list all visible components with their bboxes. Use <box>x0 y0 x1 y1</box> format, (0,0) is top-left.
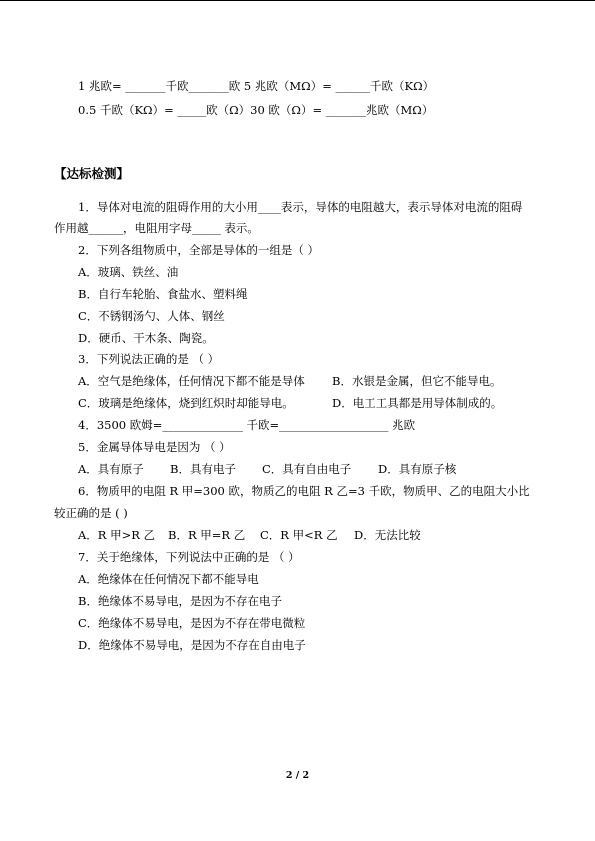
question-6-line-1 <box>0 481 595 501</box>
question-5-option-b-text: B．具有电子 <box>170 462 236 476</box>
question-2-option-b <box>0 284 595 304</box>
question-1-line-2 <box>0 218 595 238</box>
question-4-stem-text: 4．3500 欧姆=______________ 千欧=___________________ 兆欧 <box>78 418 416 432</box>
question-6-option-d-text: D．无法比较 <box>354 528 421 542</box>
question-5-option-c-text: C．具有自由电子 <box>262 462 352 476</box>
question-3-stem <box>0 349 595 369</box>
question-3-option-a-text: A．空气是绝缘体，任何情况下都不能是导体 <box>78 374 305 388</box>
conversion-line-1 <box>0 76 595 96</box>
question-2-stem-text: 2．下列各组物质中，全部是导体的一组是（ ） <box>78 243 319 257</box>
question-2-option-c-text: C．不锈钢汤勺、人体、钢丝 <box>78 309 225 323</box>
question-2-option-a <box>0 262 595 282</box>
question-1-text-2: 作用越______，电阻用字母_____ 表示。 <box>54 221 259 235</box>
question-7-option-c-text: C．绝缘体不易导电，是因为不存在带电微粒 <box>78 616 306 630</box>
question-5-stem <box>0 437 595 457</box>
question-2-option-d-text: D．硬币、干木条、陶瓷。 <box>78 331 214 345</box>
question-6-option-c-text: C．R 甲<R 乙 <box>260 528 338 542</box>
question-6-line-2 <box>0 503 595 523</box>
question-5-stem-text: 5．金属导体导电是因为 （ ） <box>78 440 231 454</box>
question-5-options <box>0 459 595 479</box>
question-7-option-d <box>0 635 595 655</box>
question-2-option-b-text: B．自行车轮胎、食盐水、塑料绳 <box>78 287 248 301</box>
question-5-option-a-text: A．具有原子 <box>78 462 144 476</box>
question-7-option-a <box>0 569 595 589</box>
question-6-text-2: 较正确的是 ( ) <box>54 506 128 520</box>
question-1-line-1 <box>0 197 595 217</box>
question-7-option-d-text: D．绝缘体不易导电，是因为不存在自由电子 <box>78 638 306 652</box>
page-number: 2 / 2 <box>285 770 310 781</box>
question-2-option-a-text: A．玻璃、铁丝、油 <box>78 265 179 279</box>
header-rule <box>0 0 595 1</box>
question-6-options <box>0 525 595 545</box>
question-7-option-b-text: B．绝缘体不易导电，是因为不存在电子 <box>78 594 282 608</box>
question-2-option-d <box>0 328 595 348</box>
question-6-option-a-text: A．R 甲>R 乙 <box>78 528 156 542</box>
question-6-option-b-text: B．R 甲=R 乙 <box>168 528 246 542</box>
question-3-options-ab <box>0 371 595 391</box>
question-7-option-c <box>0 613 595 633</box>
question-7-stem <box>0 547 595 567</box>
question-3-option-b-text: B．水银是金属，但它不能导电。 <box>332 374 502 388</box>
conversion-text-1: 1 兆欧= _______千欧_______欧 5 兆欧（MΩ）= ______千欧（KΩ） <box>78 79 435 93</box>
question-3-option-c-text: C．玻璃是绝缘体，烧到红炽时却能导电。 <box>78 396 294 410</box>
question-7-stem-text: 7．关于绝缘体，下列说法中正确的是 （ ） <box>78 550 300 564</box>
conversion-text-2: 0.5 千欧（KΩ）= _____欧（Ω）30 欧（Ω）= _______兆欧（MΩ） <box>78 103 434 117</box>
question-4-stem <box>0 415 595 435</box>
question-3-stem-text: 3．下列说法正确的是 （ ） <box>78 352 220 366</box>
question-2-stem <box>0 240 595 260</box>
question-2-option-c <box>0 306 595 326</box>
question-5-option-d-text: D．具有原子核 <box>378 462 457 476</box>
question-7-option-a-text: A．绝缘体在任何情况下都不能导电 <box>78 572 259 586</box>
question-6-text-1: 6．物质甲的电阻 R 甲=300 欧，物质乙的电阻 R 乙=3 千欧，物质甲、乙的电阻大小比 <box>78 484 530 498</box>
question-1-text-1: 1．导体对电流的阻碍作用的大小用____表示，导体的电阻越大，表示导体对电流的阻碍 <box>78 200 523 214</box>
question-7-option-b <box>0 591 595 611</box>
question-3-options-cd <box>0 393 595 413</box>
question-3-option-d-text: D．电工工具都是用导体制成的。 <box>332 396 503 410</box>
conversion-line-2 <box>0 100 595 120</box>
section-title: 【达标检测】 <box>54 166 130 181</box>
